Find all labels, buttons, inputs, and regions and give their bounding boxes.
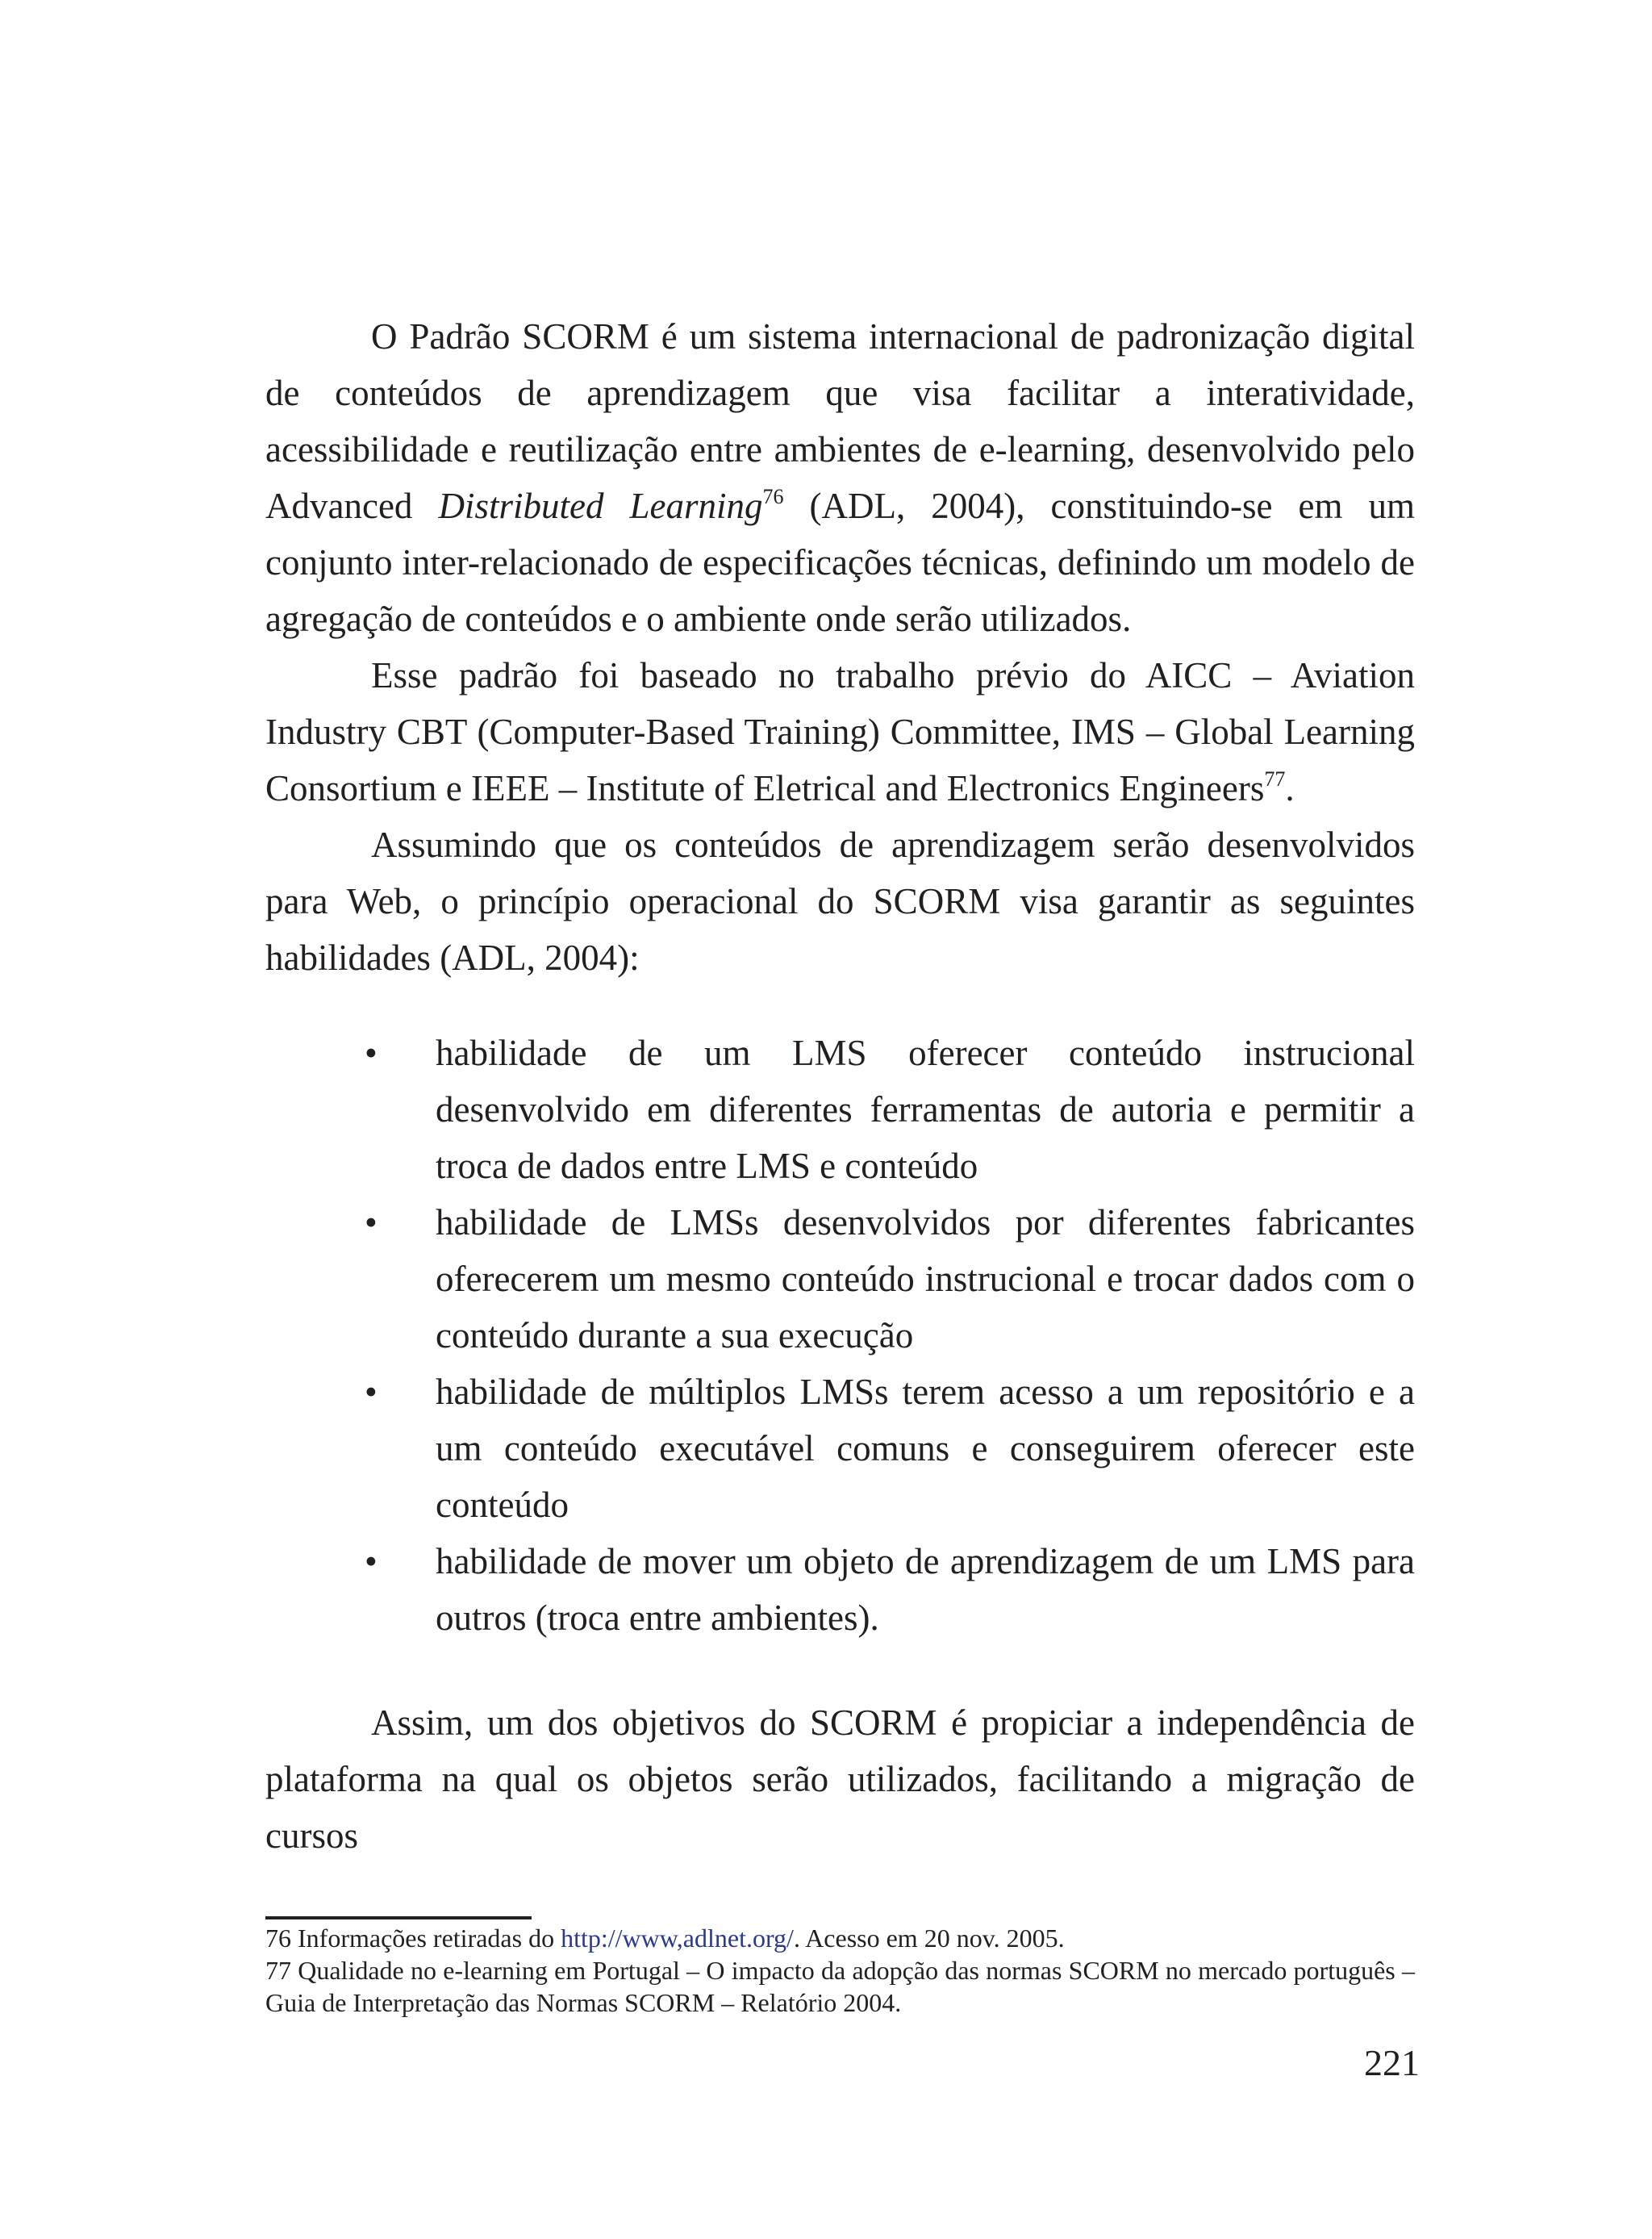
list-item bbox=[365, 1533, 1415, 1646]
italic-term: Distributed Learning bbox=[438, 486, 763, 526]
paragraph-text: (ADL, 2004), constituindo-se em um conjunto inter-relacionado de especificações técnicas, definindo um modelo de agregação de conteúdos e o ambiente onde serão utilizados. bbox=[265, 486, 1415, 639]
footnote-text: Qualidade no e-learning em Portugal – O impacto da adopção das normas SCORM no mercado português – Guia de Interpretação das Normas SCORM – Relatório 2004. bbox=[265, 1956, 1415, 2017]
footnote-number: 77 bbox=[265, 1956, 291, 1985]
paragraph-standard-basis bbox=[265, 647, 1415, 817]
bullet-icon: • bbox=[365, 1033, 378, 1073]
page-number: 221 bbox=[1364, 2042, 1420, 2083]
footnote-text: . Acesso em 20 nov. 2005. bbox=[793, 1924, 1065, 1953]
footnote-number: 76 bbox=[265, 1924, 291, 1953]
footnote-ref-76: 76 bbox=[762, 485, 784, 508]
bullet-icon: • bbox=[365, 1372, 378, 1412]
list-item bbox=[365, 1194, 1415, 1364]
footnote-77 bbox=[265, 1954, 1415, 2019]
paragraph-text: O Padrão SCORM é um sistema internacional de padronização digital de conteúdos de aprendizagem que visa facilitar a interatividade, acessibilidade e reutilização entre ambientes de e-learning, desenvolvido pelo Advanced bbox=[265, 316, 1415, 526]
list-item bbox=[365, 1025, 1415, 1194]
footnote-link[interactable]: http://www,adlnet.org/ bbox=[561, 1924, 794, 1953]
body-text-bottom bbox=[265, 1694, 1415, 1864]
list-item-text: habilidade de um LMS oferecer conteúdo instrucional desenvolvido em diferentes ferramentas de autoria e permitir a troca de dados entre LMS e conteúdo bbox=[436, 1033, 1415, 1186]
footnote-text: Informações retiradas do bbox=[291, 1924, 561, 1953]
list-item bbox=[365, 1364, 1415, 1533]
paragraph-scorm-definition bbox=[265, 308, 1415, 647]
abilities-list bbox=[365, 1025, 1415, 1646]
footnote-divider bbox=[265, 1916, 532, 1919]
list-item-text: habilidade de mover um objeto de aprendizagem de um LMS para outros (troca entre ambientes). bbox=[436, 1541, 1415, 1638]
footnotes bbox=[265, 1922, 1415, 2019]
paragraph-end: . bbox=[1285, 768, 1295, 808]
bullet-icon: • bbox=[365, 1541, 378, 1581]
list-item-text: habilidade de múltiplos LMSs terem acesso a um repositório e a um conteúdo executável comuns e conseguirem oferecer este conteúdo bbox=[436, 1372, 1415, 1525]
body-text-top bbox=[265, 308, 1415, 986]
bullet-icon: • bbox=[365, 1202, 378, 1243]
paragraph-abilities-intro: Assumindo que os conteúdos de aprendizagem serão desenvolvidos para Web, o princípio operacional do SCORM visa garantir as seguintes habilidades (ADL, 2004): bbox=[265, 825, 1415, 978]
footnote-ref-77: 77 bbox=[1264, 767, 1286, 791]
paragraph-platform-independence: Assim, um dos objetivos do SCORM é propiciar a independência de plataforma na qual os objetos serão utilizados, facilitando a migração de cursos bbox=[265, 1702, 1415, 1856]
footnote-76 bbox=[265, 1922, 1415, 1954]
paragraph-text: Esse padrão foi baseado no trabalho prévio do AICC – Aviation Industry CBT (Computer-Based Training) Committee, IMS – Global Learning Consortium e IEEE – Institute of Eletrical and Electronics Engineers bbox=[265, 655, 1415, 808]
list-item-text: habilidade de LMSs desenvolvidos por diferentes fabricantes oferecerem um mesmo conteúdo instrucional e trocar dados com o conteúdo durante a sua execução bbox=[436, 1202, 1415, 1356]
